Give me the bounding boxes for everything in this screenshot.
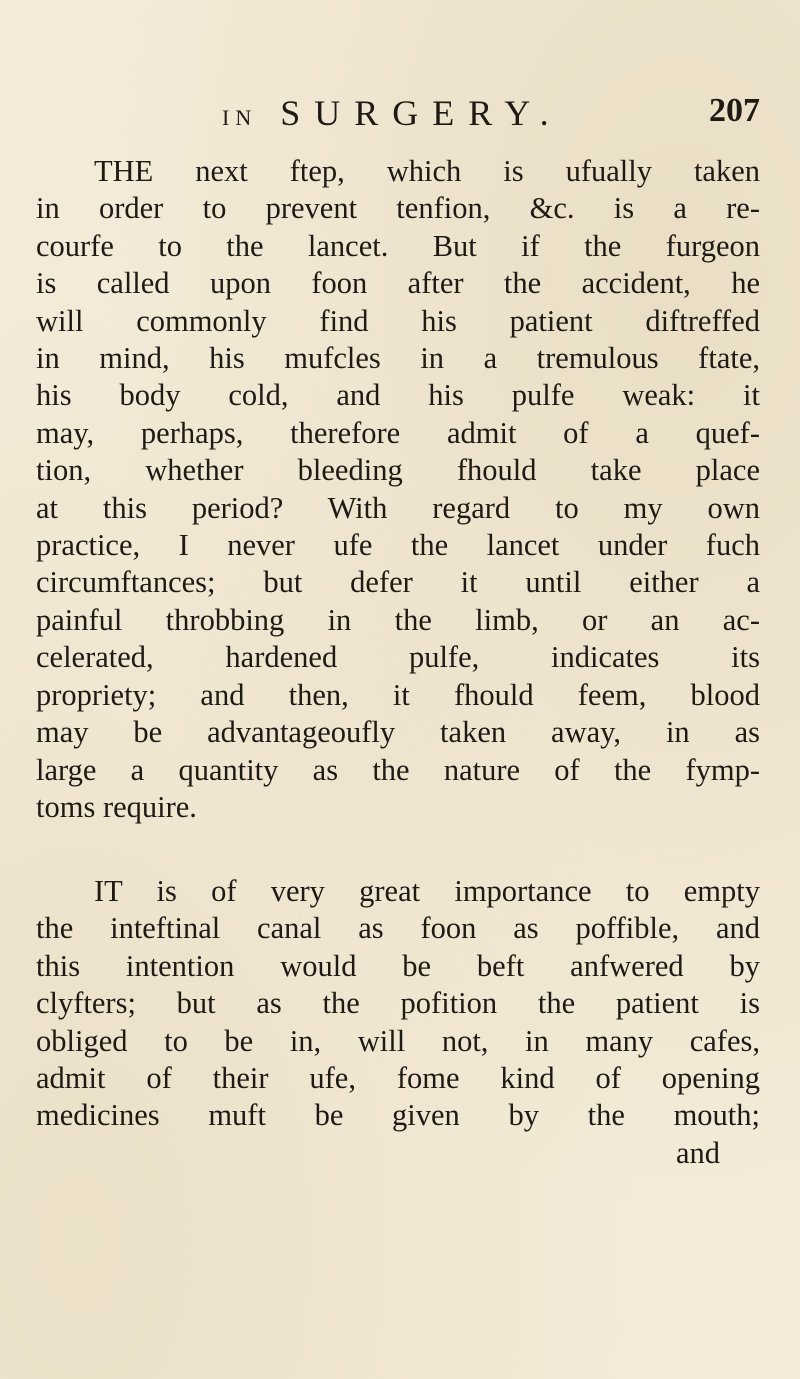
- text-line: is called upon foon after the accident, he: [36, 266, 760, 301]
- running-title: [222, 92, 563, 134]
- text-line: medicines muft be given by the mouth;: [36, 1098, 760, 1133]
- text-line: admit of their ufe, fome kind of opening: [36, 1061, 760, 1096]
- text-line: may, perhaps, therefore admit of a quef-: [36, 415, 760, 450]
- text-line: in mind, his mufcles in a tremulous ftate,: [36, 341, 760, 376]
- text-line: celerated, hardened pulfe, indicates its: [36, 640, 760, 675]
- text-line: obliged to be in, will not, in many cafes,: [36, 1023, 760, 1058]
- page-number: 207: [709, 92, 760, 129]
- paragraph-2: [36, 873, 760, 1172]
- text-line: the inteftinal canal as foon as poffible, and: [36, 911, 760, 946]
- paragraph-1: [36, 153, 760, 826]
- text-line: painful throbbing in the limb, or an ac-: [36, 602, 760, 637]
- text-line: at this period? With regard to my own: [36, 490, 760, 525]
- running-title-main: SURGERY.: [280, 93, 563, 133]
- text-line: may be advantageoufly taken away, in as: [36, 715, 760, 750]
- text-line: in order to prevent tenfion, &c. is a re-: [36, 191, 760, 226]
- text-line: his body cold, and his pulfe weak: it: [36, 378, 760, 413]
- text-line: toms require.: [36, 789, 197, 824]
- text-line: circumftances; but defer it until either a: [36, 565, 760, 600]
- text-line: large a quantity as the nature of the fymp-: [36, 752, 760, 787]
- text-line: IT is of very great importance to empty: [94, 874, 760, 908]
- running-head: [0, 92, 800, 132]
- text-line: clyfters; but as the pofition the patient is: [36, 986, 760, 1021]
- text-line: courfe to the lancet. But if the furgeon: [36, 228, 760, 263]
- text-line: tion, whether bleeding fhould take place: [36, 453, 760, 488]
- running-title-prefix: IN: [222, 105, 258, 130]
- text-line: this intention would be beft anfwered by: [36, 948, 760, 983]
- text-line: propriety; and then, it fhould feem, blood: [36, 677, 760, 712]
- text-line: will commonly find his patient diftreffed: [36, 303, 760, 338]
- text-line: practice, I never ufe the lancet under fuch: [36, 528, 760, 563]
- text-line: THE next ftep, which is ufually taken: [94, 154, 760, 188]
- catchword: and: [675, 1135, 720, 1170]
